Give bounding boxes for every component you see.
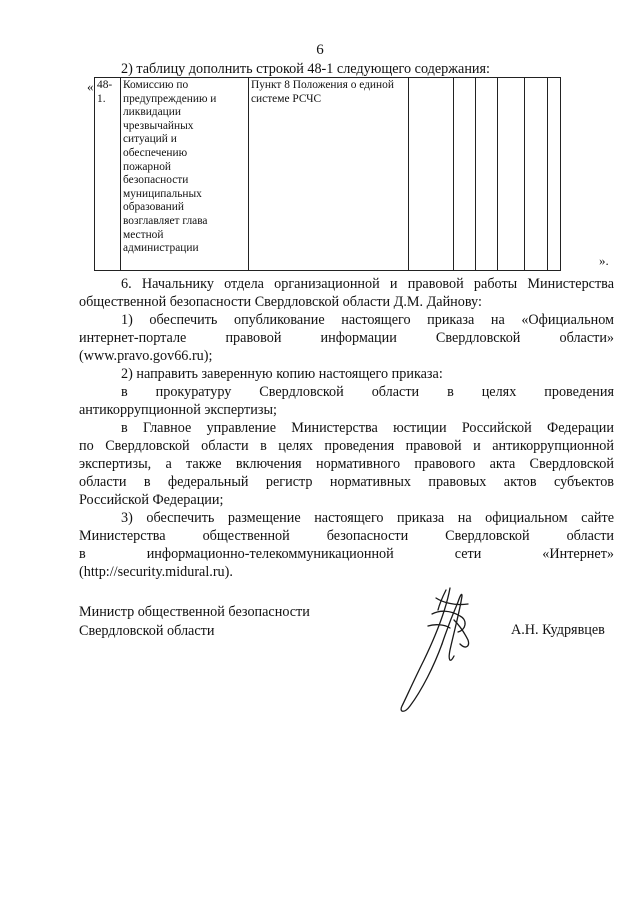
item-1-line-2: интернет-портале правовой информации Свердловской области» <box>79 330 614 346</box>
item-2-a-line-2: антикоррупционной экспертизы; <box>79 402 277 418</box>
row-number-cell <box>95 78 121 271</box>
item-3-line-3: в информационно-телекоммуникационной сети «Интернет» <box>79 546 614 562</box>
item-3-line-2: Министерства общественной безопасности Свердловской области <box>79 528 614 544</box>
item-2-b-line-5: Российской Федерации; <box>79 492 224 508</box>
empty-cell <box>498 78 525 271</box>
item-2-line-1: 2) направить заверенную копию настоящего приказа: <box>121 366 443 382</box>
signatory-name: А.Н. Кудрявцев <box>511 622 605 638</box>
body-line: предупреждению и <box>123 92 217 105</box>
body-cell <box>121 78 249 271</box>
handwritten-signature <box>388 580 498 720</box>
item-2-a-line-1: в прокуратуру Свердловской области в целях проведения <box>121 384 614 400</box>
item-2-b-line-3: экспертизы, а также включения нормативного правового акта Свердловской <box>79 456 614 472</box>
body-line: возглавляет глава <box>123 214 208 227</box>
body-line: пожарной <box>123 160 172 173</box>
amendment-table <box>94 77 561 271</box>
row-number: 48-1. <box>97 79 113 105</box>
basis-cell <box>249 78 409 271</box>
empty-cell <box>548 78 561 271</box>
close-quote: ». <box>599 253 609 268</box>
empty-cell <box>525 78 548 271</box>
intro-line: 2) таблицу дополнить строкой 48-1 следующего содержания: <box>121 61 490 77</box>
page-number: 6 <box>316 42 324 58</box>
signatory-position <box>79 603 310 641</box>
item-1-line-1: 1) обеспечить опубликование настоящего приказа на «Официальном <box>121 312 614 328</box>
empty-cell <box>409 78 454 271</box>
empty-cell <box>476 78 498 271</box>
inserted-table-row <box>87 77 615 272</box>
empty-cell <box>454 78 476 271</box>
paragraph-6-line-1: 6. Начальнику отдела организационной и правовой работы Министерства <box>121 276 614 292</box>
body-line: администрации <box>123 242 199 255</box>
body-line: ситуаций и <box>123 133 177 146</box>
body-line: чрезвычайных <box>123 119 194 132</box>
item-2-b-line-4: области в федеральный регистр нормативных правовых актов субъектов <box>79 474 614 490</box>
position-line-1: Министр общественной безопасности <box>79 604 310 620</box>
item-3-line-4: (http://security.midural.ru). <box>79 564 233 580</box>
body-line: муниципальных <box>123 187 202 200</box>
item-2-b-line-2: по Свердловской области в целях проведения правовой и антикоррупционной <box>79 438 614 454</box>
body-line: образований <box>123 201 184 214</box>
paragraph-6-line-2: общественной безопасности Свердловской области Д.М. Дайнову: <box>79 294 482 310</box>
body-line: Комиссию по <box>123 79 189 91</box>
position-line-2: Свердловской области <box>79 623 215 639</box>
basis-line: системе РСЧС <box>251 92 322 105</box>
item-3-line-1: 3) обеспечить размещение настоящего приказа на официальном сайте <box>121 510 614 526</box>
body-line: ликвидации <box>123 106 181 119</box>
body-line: местной <box>123 228 164 241</box>
basis-line: Пункт 8 Положения о единой <box>251 79 394 91</box>
item-2-b-line-1: в Главное управление Министерства юстиции Российской Федерации <box>121 420 614 436</box>
body-line: обеспечению <box>123 146 188 159</box>
open-quote: « <box>87 79 94 94</box>
item-1-line-3: (www.pravo.gov66.ru); <box>79 348 213 364</box>
body-line: безопасности <box>123 174 189 187</box>
